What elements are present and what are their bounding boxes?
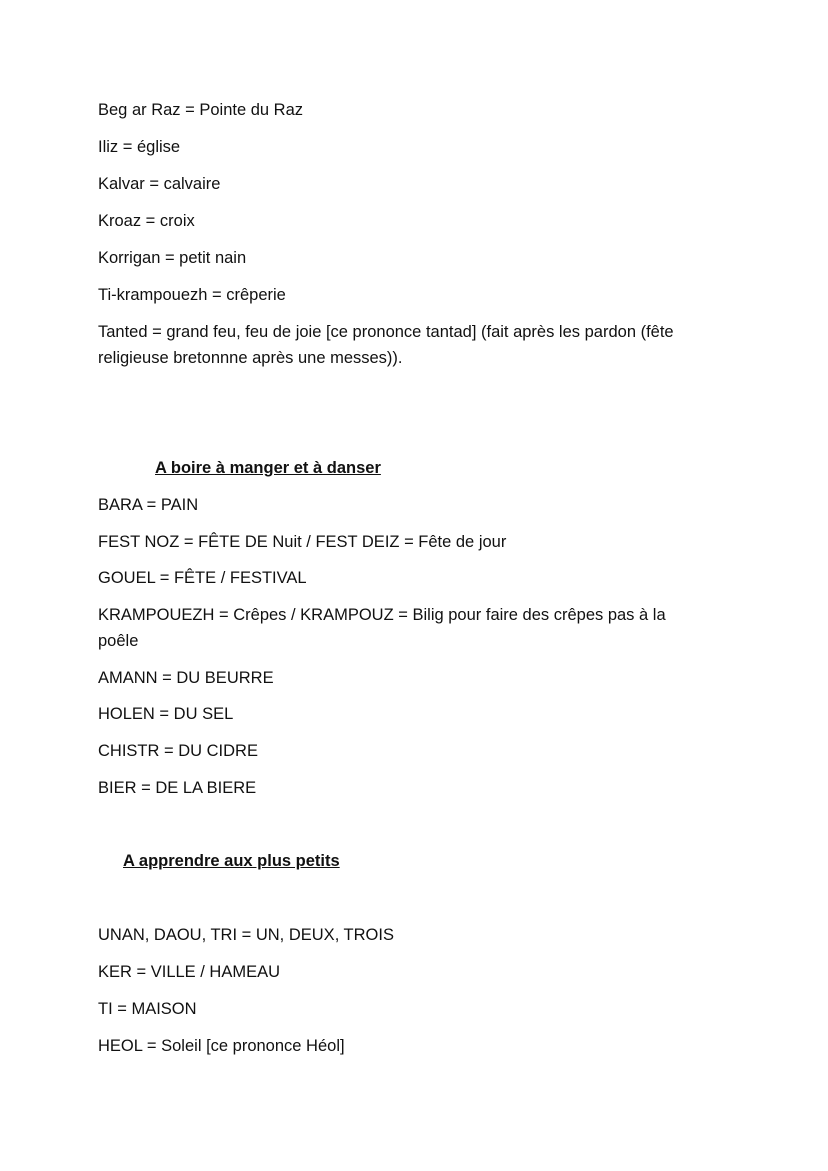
vocab-line: Kalvar = calvaire bbox=[98, 175, 221, 193]
vocab-line: AMANN = DU BEURRE bbox=[98, 669, 274, 687]
vocab-line: Ti-krampouezh = crêperie bbox=[98, 286, 286, 304]
vocab-line: BARA = PAIN bbox=[98, 496, 199, 514]
vocab-line: FEST NOZ = FÊTE DE Nuit / FEST DEIZ = Fête de jour bbox=[98, 533, 507, 551]
vocab-line: KRAMPOUEZH = Crêpes / KRAMPOUZ = Bilig pour faire des crêpes pas à la poêle bbox=[98, 606, 666, 650]
vocab-line: UNAN, DAOU, TRI = UN, DEUX, TROIS bbox=[98, 926, 394, 944]
vocab-line: CHISTR = DU CIDRE bbox=[98, 742, 258, 760]
section-heading: A apprendre aux plus petits bbox=[123, 852, 340, 870]
vocab-line: Tanted = grand feu, feu de joie [ce prononce tantad] (fait après les pardon (fête religieuse bretonnne après une messes)). bbox=[98, 323, 674, 367]
vocab-line: KER = VILLE / HAMEAU bbox=[98, 963, 281, 981]
vocab-line: TI = MAISON bbox=[98, 1000, 197, 1018]
vocab-line: BIER = DE LA BIERE bbox=[98, 779, 257, 797]
section-heading: A boire à manger et à danser bbox=[155, 459, 381, 477]
vocab-line: Iliz = église bbox=[98, 138, 181, 156]
vocab-line: Beg ar Raz = Pointe du Raz bbox=[98, 101, 303, 119]
vocab-line: HOLEN = DU SEL bbox=[98, 705, 234, 723]
vocab-line: HEOL = Soleil [ce prononce Héol] bbox=[98, 1037, 345, 1055]
vocab-line: GOUEL = FÊTE / FESTIVAL bbox=[98, 569, 307, 587]
vocab-line: Kroaz = croix bbox=[98, 212, 195, 230]
vocab-line: Korrigan = petit nain bbox=[98, 249, 247, 267]
